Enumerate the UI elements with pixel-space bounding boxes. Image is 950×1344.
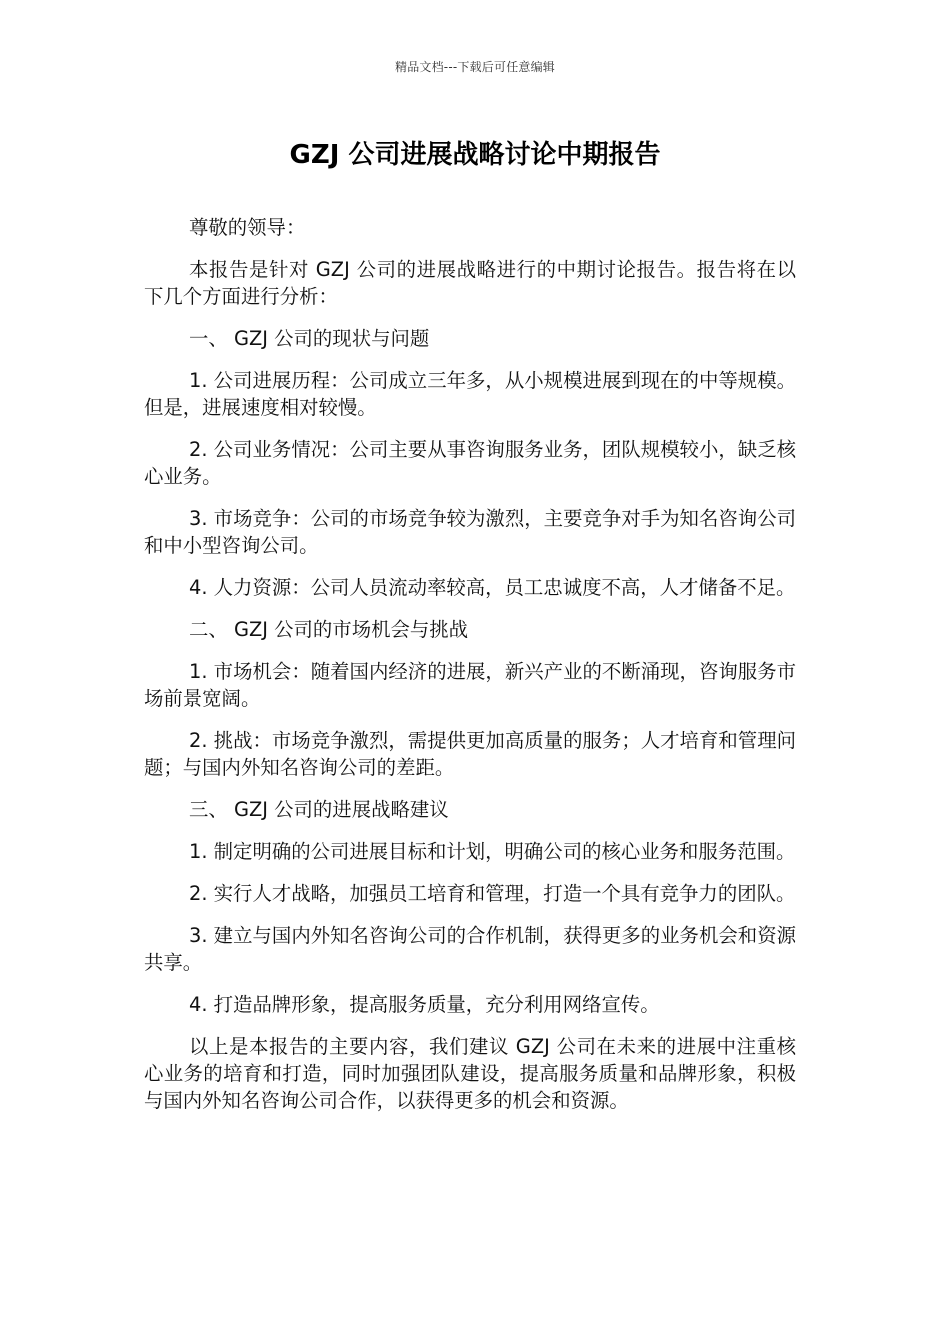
section-heading-1: 一、 GZJ 公司的现状与问题 [189, 327, 430, 350]
page-header: 精品文档---下载后可任意编辑 [395, 60, 555, 74]
list-item: 1. 公司进展历程：公司成立三年多，从小规模进展到现在的中等规模。但是，进展速度相对较慢。 [144, 369, 796, 419]
intro-paragraph: 本报告是针对 GZJ 公司的进展战略进行的中期讨论报告。报告将在以下几个方面进行分析： [144, 258, 796, 308]
conclusion-paragraph: 以上是本报告的主要内容，我们建议 GZJ 公司在未来的进展中注重核心业务的培育和打造，同时加强团队建设，提高服务质量和品牌形象，积极与国内外知名咨询公司合作，以获得更多的机会和资源。 [144, 1035, 796, 1112]
list-item: 2. 挑战：市场竞争激烈，需提供更加高质量的服务；人才培育和管理问题；与国内外知名咨询公司的差距。 [144, 729, 796, 779]
document-body [144, 214, 796, 1129]
section-heading-3: 三、 GZJ 公司的进展战略建议 [189, 798, 449, 821]
list-item: 3. 市场竞争：公司的市场竞争较为激烈，主要竞争对手为知名咨询公司和中小型咨询公司。 [144, 507, 796, 557]
section-heading-2: 二、 GZJ 公司的市场机会与挑战 [189, 618, 469, 641]
salutation: 尊敬的领导： [189, 216, 306, 239]
list-item: 1. 市场机会：随着国内经济的进展，新兴产业的不断涌现，咨询服务市场前景宽阔。 [144, 660, 796, 710]
list-item: 4. 打造品牌形象，提高服务质量，充分利用网络宣传。 [189, 993, 660, 1016]
list-item: 2. 公司业务情况：公司主要从事咨询服务业务，团队规模较小，缺乏核心业务。 [144, 438, 796, 488]
document-title: GZJ 公司进展战略讨论中期报告 [289, 140, 661, 170]
list-item: 1. 制定明确的公司进展目标和计划，明确公司的核心业务和服务范围。 [189, 840, 796, 863]
list-item: 3. 建立与国内外知名咨询公司的合作机制，获得更多的业务机会和资源共享。 [144, 924, 796, 974]
list-item: 2. 实行人才战略，加强员工培育和管理，打造一个具有竞争力的团队。 [189, 882, 796, 905]
list-item: 4. 人力资源：公司人员流动率较高，员工忠诚度不高，人才储备不足。 [189, 576, 796, 599]
